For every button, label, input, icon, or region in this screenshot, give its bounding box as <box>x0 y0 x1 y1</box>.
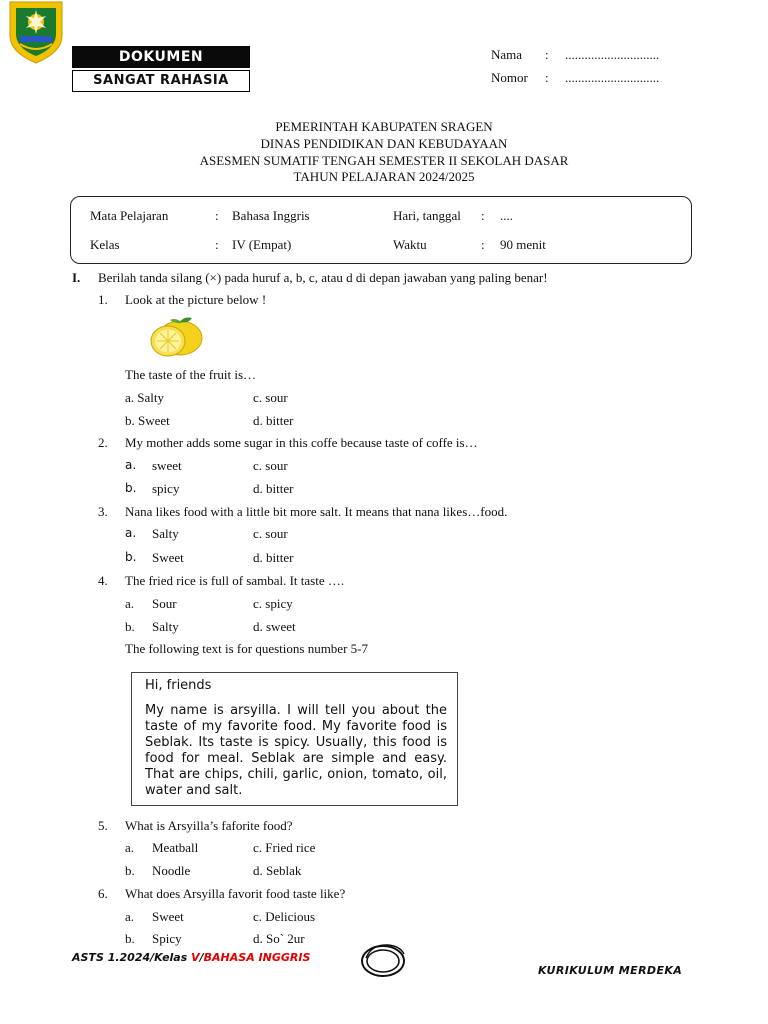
number-label: Nomor <box>491 70 528 85</box>
q4-option-a-letter: a. <box>125 596 135 611</box>
q5-option-b-letter: b. <box>125 863 135 878</box>
q2-option-a[interactable]: sweet <box>152 458 182 473</box>
q3-option-b[interactable]: Sweet <box>152 550 184 565</box>
section-number: I. <box>72 270 81 285</box>
q3-option-b-letter: b. <box>125 550 137 564</box>
q2-option-a-letter: a. <box>125 458 137 472</box>
day-value: .... <box>500 208 513 223</box>
footer-subject-text: BAHASA INGGRIS <box>203 951 311 964</box>
number-colon: : <box>545 70 549 85</box>
q6-number: 6. <box>98 886 108 901</box>
subject-colon: : <box>215 208 219 223</box>
header-line-1: PEMERINTAH KABUPATEN SRAGEN <box>275 119 493 134</box>
q4-option-b-letter: b. <box>125 619 135 634</box>
number-field[interactable] <box>491 70 659 86</box>
footer-class-text: V <box>191 951 200 964</box>
number-blank: ............................. <box>565 70 660 85</box>
q5-option-d[interactable]: d. Seblak <box>253 863 302 878</box>
day-colon: : <box>481 208 485 223</box>
header-line-3: ASESMEN SUMATIF TENGAH SEMESTER II SEKOLAH DASAR <box>199 153 569 168</box>
q3-option-a-letter: a. <box>125 526 137 540</box>
name-blank: ............................. <box>565 47 660 62</box>
q1-option-d[interactable]: d. bitter <box>253 413 294 428</box>
passage-greeting: Hi, friends <box>145 678 212 693</box>
footer-separator: / <box>199 951 204 964</box>
q2-text: My mother adds some sugar in this coffe because taste of coffe is… <box>125 435 478 450</box>
q6-option-b[interactable]: Spicy <box>152 931 182 946</box>
header-line-4: TAHUN PELAJARAN 2024/2025 <box>293 169 475 184</box>
q4-number: 4. <box>98 573 108 588</box>
q6-option-a[interactable]: Sweet <box>152 909 184 924</box>
q1-number: 1. <box>98 292 108 307</box>
subject-value: Bahasa Inggris <box>232 208 310 223</box>
footer-document-code <box>72 951 310 964</box>
q1-text: Look at the picture below ! <box>125 292 267 307</box>
badge-secret-label: SANGAT RAHASIA <box>72 70 250 92</box>
badge-document-label: DOKUMEN <box>72 46 250 68</box>
q3-option-d[interactable]: d. bitter <box>253 550 294 565</box>
q6-option-c[interactable]: c. Delicious <box>253 909 316 924</box>
reading-passage-box <box>131 672 458 806</box>
q5-text: What is Arsyilla’s faforite food? <box>125 818 293 833</box>
q5-option-a-letter: a. <box>125 840 135 855</box>
q3-option-c[interactable]: c. sour <box>253 526 288 541</box>
q2-option-b[interactable]: spicy <box>152 481 180 496</box>
q2-number: 2. <box>98 435 108 450</box>
footer-code-text: ASTS 1.2024/Kelas <box>72 951 192 964</box>
time-colon: : <box>481 237 485 252</box>
name-field[interactable] <box>491 47 659 63</box>
lemon-icon <box>146 314 206 360</box>
q5-option-b[interactable]: Noodle <box>152 863 191 878</box>
q4-option-a[interactable]: Sour <box>152 596 177 611</box>
regency-emblem-icon <box>4 0 68 64</box>
passage-body: My name is arsyilla. I will tell you about the taste of my favorite food. My favorite food is Seblak. Its taste is spicy. Usually, this food is food for meal. Seblak are simple and easy. That are chips, chili, garlic, onion, tomato, oil, water and salt. <box>145 703 447 798</box>
q1-option-c[interactable]: c. sour <box>253 390 288 405</box>
q1-prompt: The taste of the fruit is… <box>125 367 257 382</box>
q3-option-a[interactable]: Salty <box>152 526 179 541</box>
q2-option-c[interactable]: c. sour <box>253 458 288 473</box>
classification-badge <box>72 46 250 92</box>
q3-text: Nana likes food with a little bit more salt. It means that nana likes…food. <box>125 504 508 519</box>
q1-option-b[interactable]: b. Sweet <box>125 413 170 428</box>
page-number-ring-icon <box>358 940 408 980</box>
time-value: 90 menit <box>500 237 546 252</box>
q5-option-c[interactable]: c. Fried rice <box>253 840 316 855</box>
q5-option-a[interactable]: Meatball <box>152 840 199 855</box>
q4-option-b[interactable]: Salty <box>152 619 179 634</box>
class-label: Kelas <box>90 237 120 252</box>
name-colon: : <box>545 47 549 62</box>
class-value: IV (Empat) <box>232 237 292 252</box>
q3-number: 3. <box>98 504 108 519</box>
time-label: Waktu <box>393 237 427 252</box>
q4-option-d[interactable]: d. sweet <box>253 619 296 634</box>
header-line-2: DINAS PENDIDIKAN DAN KEBUDAYAAN <box>260 136 508 151</box>
class-colon: : <box>215 237 219 252</box>
section-instruction: Berilah tanda silang (×) pada huruf a, b, c, atau d di depan jawaban yang paling benar! <box>98 270 548 285</box>
q5-number: 5. <box>98 818 108 833</box>
day-label: Hari, tanggal <box>393 208 461 223</box>
q4-option-c[interactable]: c. spicy <box>253 596 293 611</box>
subject-label: Mata Pelajaran <box>90 208 169 223</box>
q1-option-a[interactable]: a. Salty <box>125 390 164 405</box>
q6-option-b-letter: b. <box>125 931 135 946</box>
q2-option-d[interactable]: d. bitter <box>253 481 294 496</box>
q6-option-a-letter: a. <box>125 909 135 924</box>
footer-curriculum-label: KURIKULUM MERDEKA <box>538 964 683 977</box>
name-label: Nama <box>491 47 523 62</box>
q6-option-d[interactable]: d. So` 2ur <box>253 931 305 946</box>
passage-intro: The following text is for questions number 5-7 <box>125 641 368 656</box>
q6-text: What does Arsyilla favorit food taste like? <box>125 886 346 901</box>
q2-option-b-letter: b. <box>125 481 137 495</box>
q4-text: The fried rice is full of sambal. It taste …. <box>125 573 345 588</box>
exam-info-box <box>70 196 692 264</box>
